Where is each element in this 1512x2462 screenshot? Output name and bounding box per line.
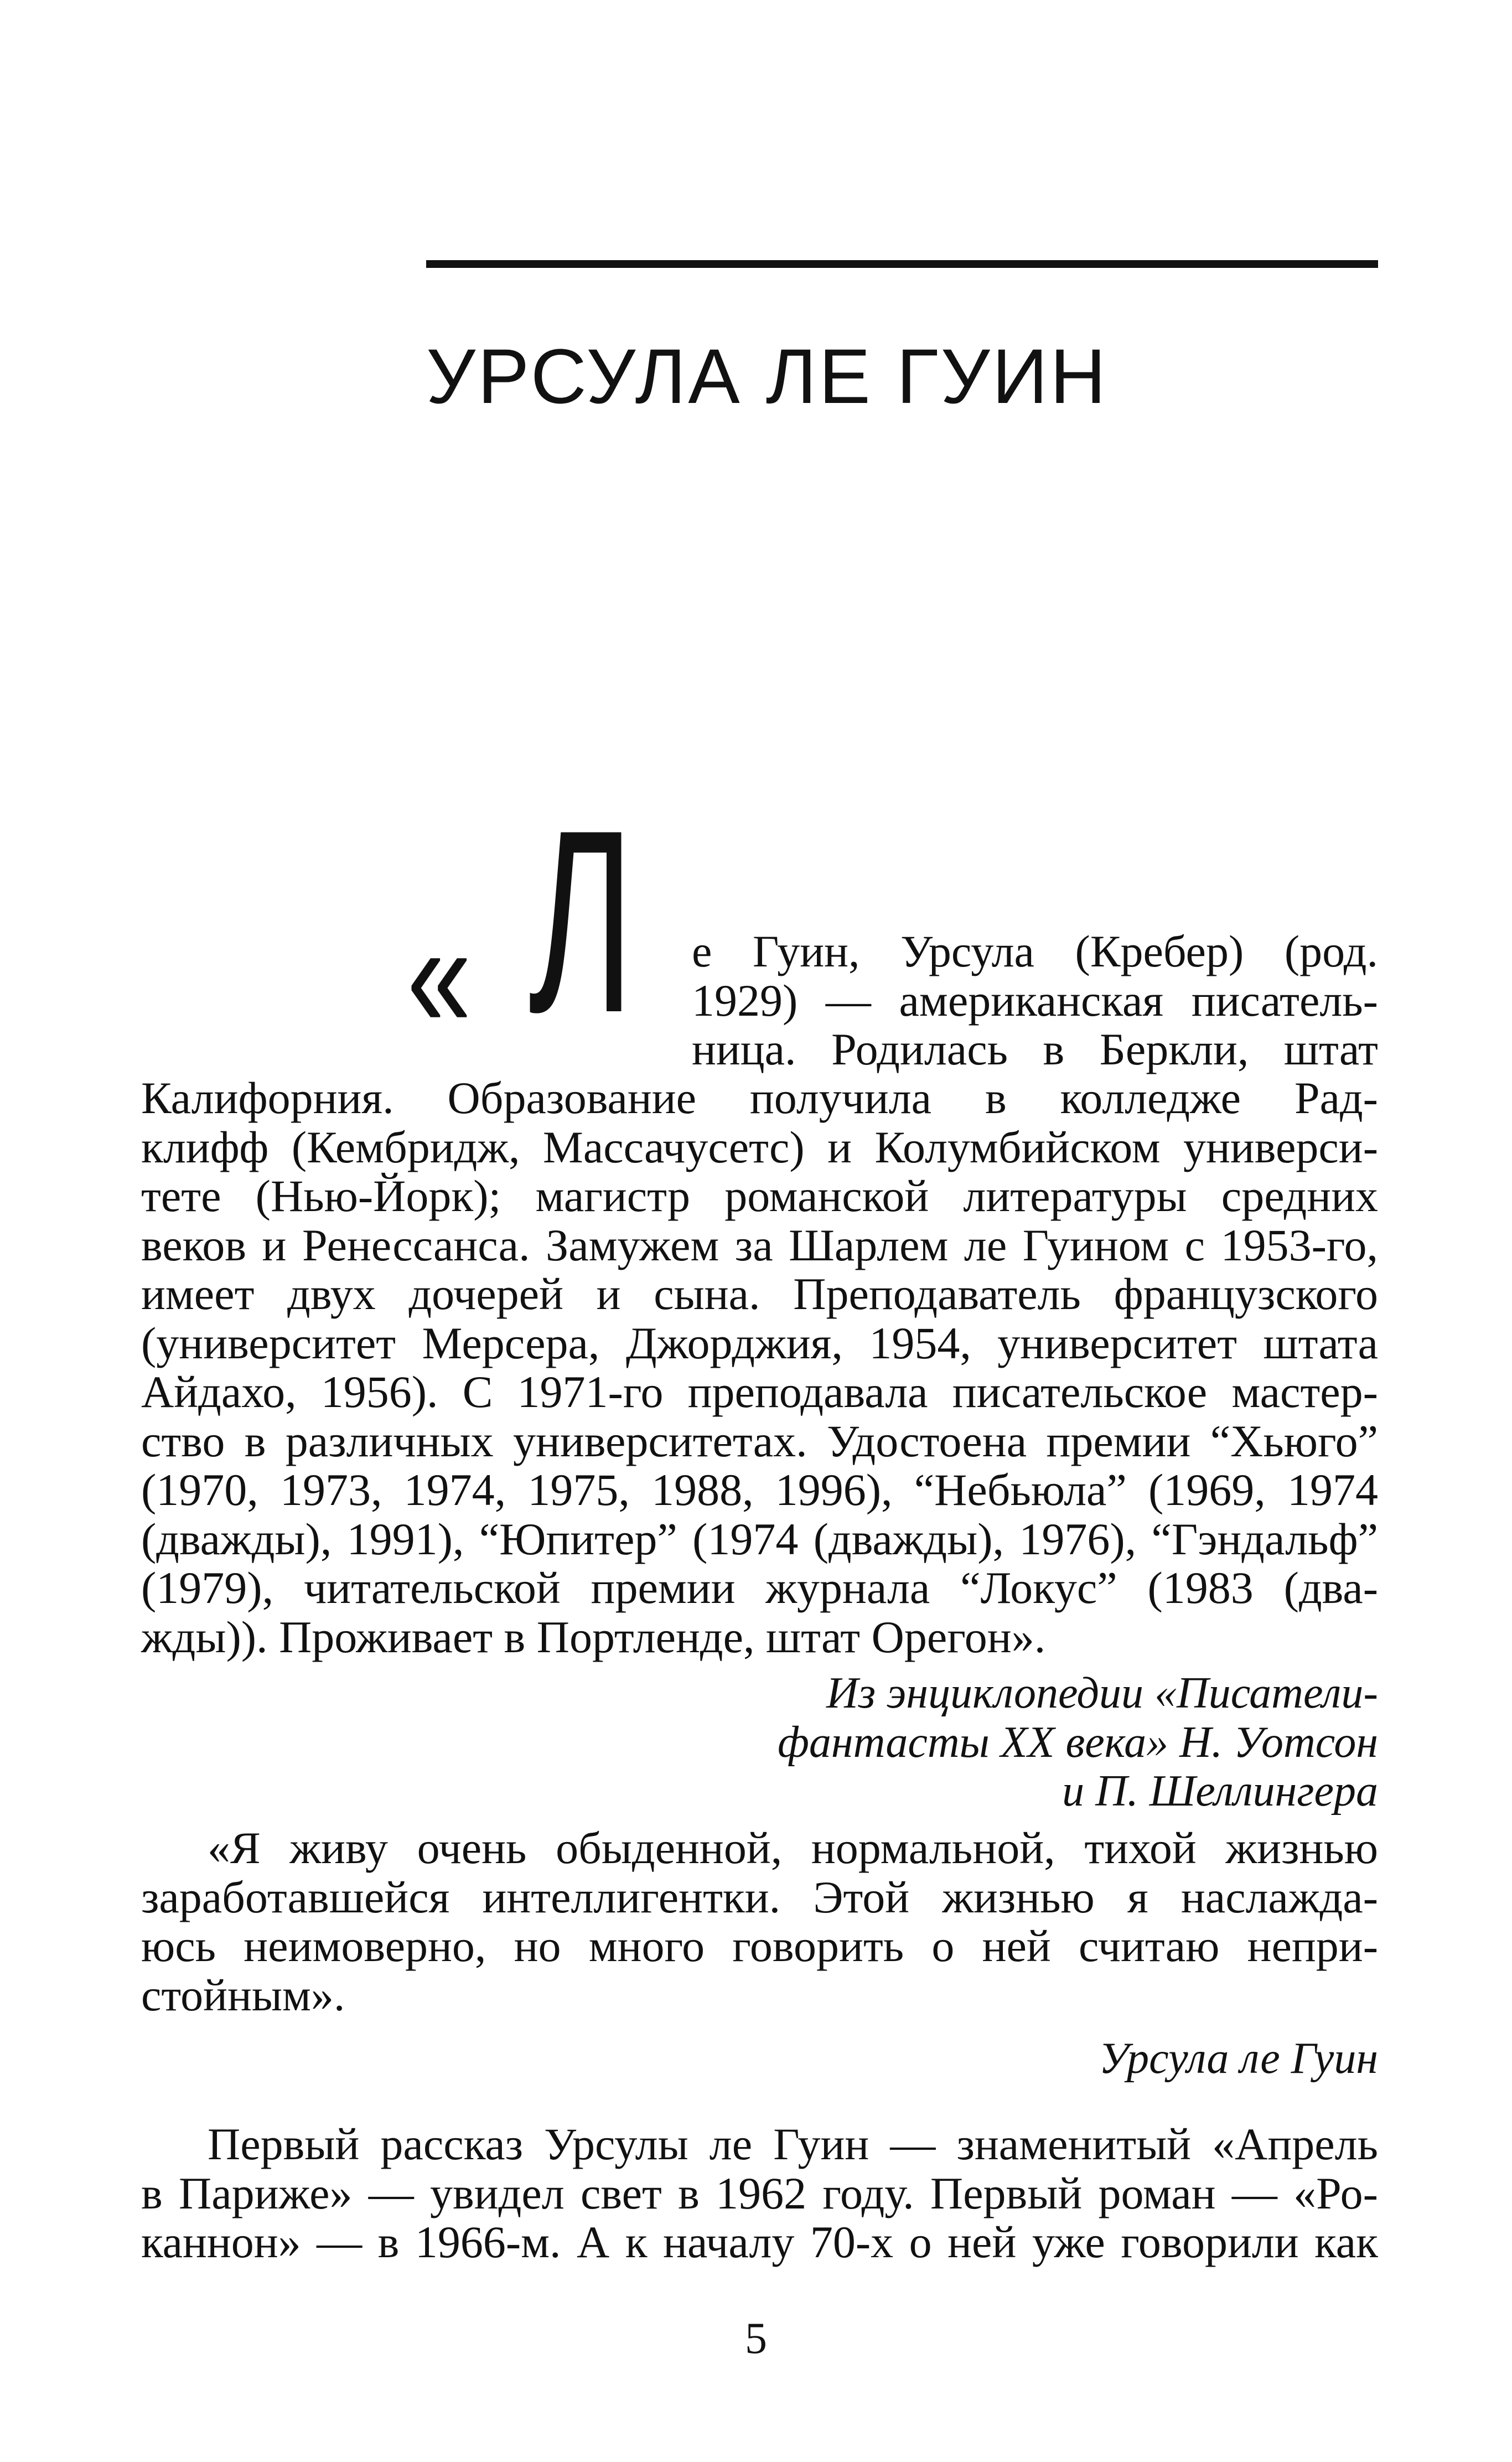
dropcap-letter: Л bbox=[529, 776, 635, 1067]
text-line: ство в различных университетах. Удостоена премии “Хьюго” bbox=[141, 1415, 1378, 1466]
text-line: каннон» — в 1966-м. А к началу 70-х о ней уже говорили как bbox=[141, 2217, 1378, 2267]
source-line: Из энциклопедии «Писатели- bbox=[826, 1669, 1378, 1718]
text-line: (1979), читательской премии журнала “Локус” (1983 (два- bbox=[141, 1563, 1378, 1613]
text-line: клифф (Кембридж, Массачусетс) и Колумбийском универси- bbox=[141, 1121, 1378, 1172]
text-line: Айдахо, 1956). С 1971-го преподавала писательское мастер- bbox=[141, 1367, 1378, 1417]
text-line: (дважды), 1991), “Юпитер” (1974 (дважды), 1976), “Гэндальф” bbox=[141, 1513, 1378, 1564]
source-line: фантасты XX века» Н. Уотсон bbox=[778, 1718, 1378, 1767]
text-line: «Я живу очень обыденной, нормальной, тихой жизнью bbox=[208, 1823, 1378, 1873]
text-line: 1929) — американская писатель- bbox=[692, 975, 1378, 1026]
text-line: ница. Родилась в Беркли, штат bbox=[692, 1024, 1378, 1074]
page-title: УРСУЛА ЛЕ ГУИН bbox=[426, 333, 1109, 420]
top-rule bbox=[426, 260, 1378, 268]
entry-source bbox=[692, 1669, 1378, 1816]
entry-opening-lines bbox=[692, 927, 1378, 1074]
entry-body bbox=[141, 1074, 1378, 1662]
text-line: Калифорния. Образование получила в колледже Рад- bbox=[141, 1073, 1378, 1123]
text-line: в Париже» — увидел свет в 1962 году. Первый роман — «Ро- bbox=[141, 2168, 1378, 2218]
quote-author: Урсула ле Гуин bbox=[1099, 2034, 1378, 2083]
dropcap-quote-mark: « bbox=[407, 891, 472, 1061]
page-number: 5 bbox=[745, 2314, 767, 2363]
text-line: заработавшейся интеллигентки. Этой жизнью я наслажда- bbox=[141, 1871, 1378, 1922]
text-line: имеет двух дочерей и сына. Преподаватель французского bbox=[141, 1269, 1378, 1319]
source-line: и П. Шеллингера bbox=[1062, 1767, 1378, 1816]
text-line: (1970, 1973, 1974, 1975, 1988, 1996), “Небьюла” (1969, 1974 bbox=[141, 1465, 1378, 1515]
text-line: тете (Нью-Йорк); магистр романской литературы средних bbox=[141, 1171, 1378, 1221]
text-line: е Гуин, Урсула (Кребер) (род. bbox=[692, 926, 1378, 976]
text-line: юсь неимоверно, но много говорить о ней считаю непри- bbox=[141, 1921, 1378, 1971]
text-line: веков и Ренессанса. Замужем за Шарлем ле Гуином с 1953-го, bbox=[141, 1219, 1378, 1270]
author-quote bbox=[141, 1824, 1378, 2020]
text-line: (университет Мерсера, Джорджия, 1954, университет штата bbox=[141, 1317, 1378, 1368]
text-line: стойным». bbox=[141, 1969, 345, 2020]
text-line: Первый рассказ Урсулы ле Гуин — знаменитый «Апрель bbox=[208, 2119, 1378, 2169]
closing-paragraph bbox=[141, 2120, 1378, 2267]
text-line: жды)). Проживает в Портленде, штат Орегон». bbox=[141, 1611, 1046, 1662]
